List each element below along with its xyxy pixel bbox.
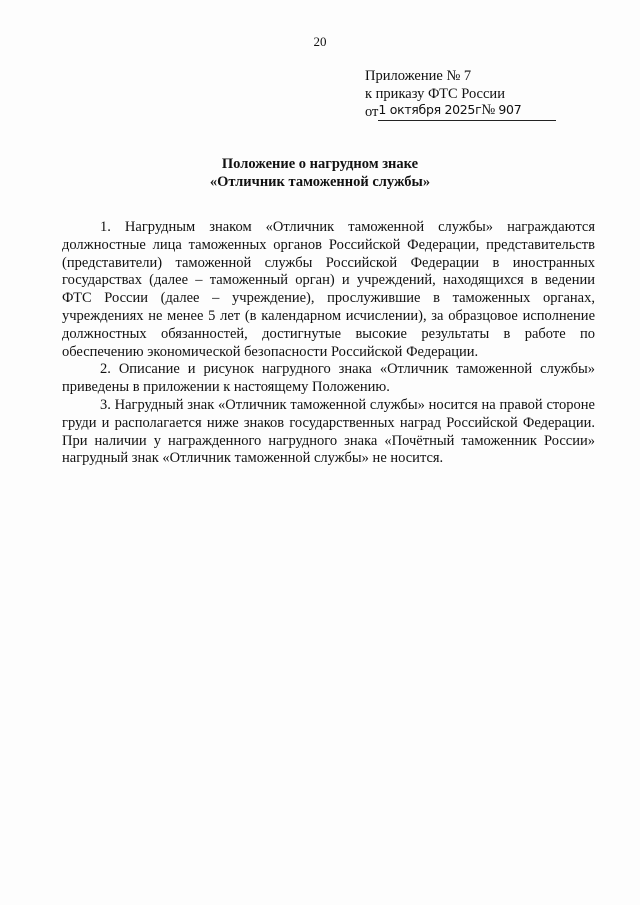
title-line-1: Положение о нагрудном знаке [221, 156, 419, 172]
paragraph-2: 2. Описание и рисунок нагрудного знака «Отличник таможенной службы» приведены в приложении к настоящему Положению. [62, 361, 595, 396]
appendix-number: Приложение № 7 [365, 68, 472, 84]
order-number-label: № [481, 102, 495, 118]
paragraph-1: 1. Нагрудным знаком «Отличник таможенной службы» награждаются должностные лица таможенных органов Российской Федерации, представительств (представители) таможенной службы Российской Федерации в иностранных государствах (далее – таможенный орган) и учреждений, находящихся в ведении ФТС России (далее – учреждение), прослужившие в таможенных органах, учреждениях не менее 5 лет (в календарном исчислении), за образцовое исполнение должностных обязанностей, достигнутые высокие результаты в работе по обеспечению экономической безопасности Российской Федерации. [62, 219, 595, 360]
page-number: 20 [313, 34, 327, 49]
paragraph-3: 3. Нагрудный знак «Отличник таможенной службы» носится на правой стороне груди и располагается ниже знаков государственных наград Российской Федерации. При наличии у награжденного нагрудного знака «Почётный таможенник России» нагрудный знак «Отличник таможенной службы» не носится. [62, 396, 595, 467]
appendix-header [365, 67, 605, 121]
document-title [0, 155, 640, 191]
order-prefix: от [365, 104, 379, 120]
order-number-handwritten: 907 [498, 102, 522, 117]
document-body [62, 219, 595, 468]
order-fill-underline [378, 104, 556, 121]
order-date-handwritten: 1 октября 2025г [378, 102, 482, 117]
title-line-2: «Отличник таможенной службы» [209, 174, 431, 190]
appendix-order-ref: к приказу ФТС России [365, 86, 505, 102]
order-date-line [365, 103, 605, 121]
